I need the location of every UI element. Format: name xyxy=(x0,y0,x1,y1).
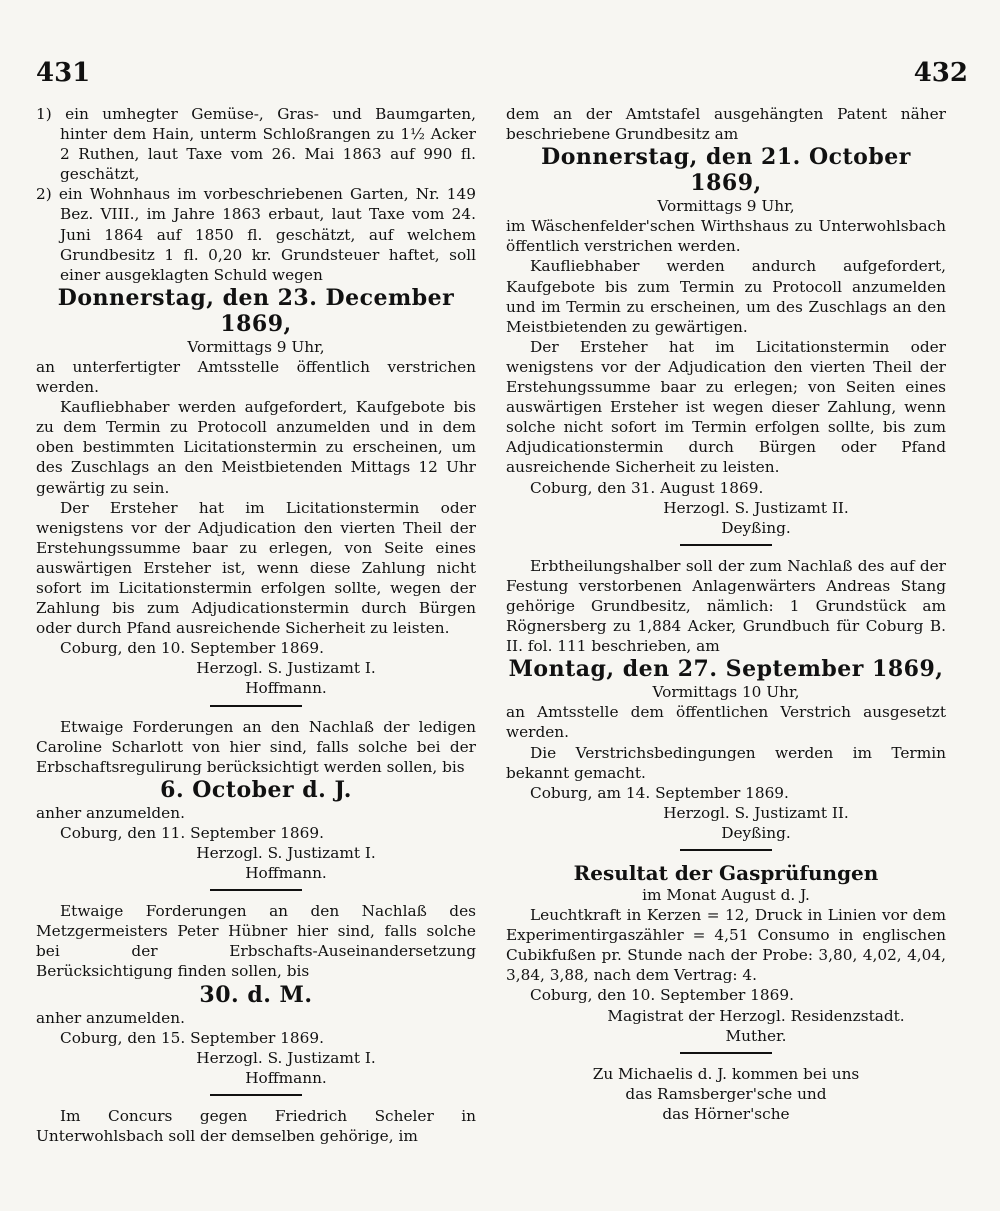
left-paragraph-3: Der Ersteher hat im Licitationstermin oder wenigstens vor der Adjudication den vierten Theil der Erstehungssumme baar zu erlegen, von Seite eines auswärtigen Ersteher ist, wenn diese Zahlung nicht sofort im Licitationstermin erfolgen sollte, wegen der Zahlung bis zum Adjudicationstermin durch Bürgen oder durch Pfand ausreichende Sicherheit zu leisten. xyxy=(36,498,476,638)
left-item-1: 1) ein umhegter Gemüse-, Gras- und Baumgarten, hinter dem Hain, unterm Schloßrangen zu 1½ Acker 2 Ruthen, laut Taxe vom 26. Mai 1863 auf 990 fl. geschätzt, xyxy=(36,105,476,184)
divider xyxy=(680,544,772,546)
right-notice-2-paragraph: an Amtsstelle dem öffentlichen Verstrich ausgesetzt werden. xyxy=(506,703,946,742)
left-notice-3-after: anher anzumelden. xyxy=(36,1008,185,1027)
left-place-date-1: Coburg, den 10. September 1869. xyxy=(60,639,324,658)
left-auction-date: Donnerstag, den 23. December 1869, xyxy=(57,284,455,337)
right-notice-2-paragraph-2: Die Verstrichsbedingungen werden im Termin bekannt gemacht. xyxy=(506,743,946,782)
left-paragraph-2: Kaufliebhaber werden aufgefordert, Kaufgebote bis zu dem Termin zu Protocoll anzumelden und in dem oben bestimmten Licitationstermin zu erscheinen, um des Zuschlags an den Meistbietenden Mittags 12 Uhr gewärtig zu sein. xyxy=(36,398,476,497)
right-notice-3-subtitle: im Monat August d. J. xyxy=(642,886,810,904)
right-notice-3-place: Coburg, den 10. September 1869. xyxy=(530,986,794,1005)
left-office-1: Herzogl. S. Justizamt I. xyxy=(196,659,376,678)
left-notice-3-date: 30. d. M. xyxy=(199,981,313,1008)
left-notice-2-text: Etwaige Forderungen an den Nachlaß der ledigen Caroline Scharlott von hier sind, falls solche bei der Erbschaftsregulirung berücksichtigt werden sollen, bis xyxy=(36,717,476,776)
left-notice-2-date: 6. October d. J. xyxy=(160,776,352,803)
left-notice-4-text: Im Concurs gegen Friedrich Scheler in Unterwohlsbach soll der demselben gehörige, im xyxy=(36,1106,476,1146)
left-notice-2-place: Coburg, den 11. September 1869. xyxy=(60,823,324,842)
right-notice-3-text: Leuchtkraft in Kerzen = 12, Druck in Linien vor dem Experimentirgaszähler = 4,51 Consumo in englischen Cubikfußen pr. Stunde nach der Probe: 3,80, 4,02, 4,04, 3,84, 3,88, nach dem Vertrag: 4. xyxy=(506,906,946,985)
left-notice-2-signature: Hoffmann. xyxy=(245,864,327,883)
divider xyxy=(680,849,772,851)
right-notice-2-time: Vormittags 10 Uhr, xyxy=(652,683,800,702)
right-notice-3-title: Resultat der Gasprüfungen xyxy=(573,861,879,885)
right-notice-4-line-1: Zu Michaelis d. J. kommen bei uns xyxy=(592,1064,860,1083)
left-notice-3-text: Etwaige Forderungen an den Nachlaß des Metzgermeisters Peter Hübner hier sind, falls solche bei der Erbschafts-Auseinandersetzung Berücksichtigung finden sollen, bis xyxy=(36,902,476,981)
left-notice-3-place: Coburg, den 15. September 1869. xyxy=(60,1028,324,1047)
right-notice-4-line-2: das Ramsberger'sche und xyxy=(625,1084,827,1103)
left-item-2: 2) ein Wohnhaus im vorbeschriebenen Garten, Nr. 149 Bez. VIII., im Jahre 1863 erbaut, laut Taxe vom 24. Juni 1864 auf 1850 fl. geschätzt, auf welchem Grundbesitz 1 fl. 0,20 kr. Grundsteuer haftet, soll einer ausgeklagten Schuld wegen xyxy=(36,185,476,284)
right-notice-3-signature: Muther. xyxy=(725,1026,787,1045)
divider xyxy=(210,1094,302,1096)
right-column xyxy=(506,104,946,1124)
right-notice-2-signature: Deyßing. xyxy=(721,823,791,842)
right-paragraph-3: Kaufliebhaber werden andurch aufgefordert, Kaufgebote bis zum Termin zu Protocoll anzumelden und im Termin zu erscheinen, um des Zuschlags an den Meistbietenden zu gewärtigen. xyxy=(506,257,946,336)
right-notice-4-line-3: das Hörner'sche xyxy=(662,1104,790,1123)
right-notice-2-date: Montag, den 27. September 1869, xyxy=(508,656,944,683)
divider xyxy=(210,705,302,707)
right-paragraph-2: im Wäschenfelder'schen Wirthshaus zu Unterwohlsbach öffentlich verstrichen werden. xyxy=(506,217,946,256)
right-office-1: Herzogl. S. Justizamt II. xyxy=(663,498,849,517)
page-number-left: 431 xyxy=(36,58,91,88)
page-number-right: 432 xyxy=(913,58,968,88)
right-notice-2-place: Coburg, am 14. September 1869. xyxy=(530,783,789,802)
left-paragraph-1: an unterfertigter Amtsstelle öffentlich verstrichen werden. xyxy=(36,357,476,397)
left-column xyxy=(36,104,476,1146)
right-paragraph-4: Der Ersteher hat im Licitationstermin oder wenigstens vor der Adjudication den vierten Theil der Erstehungssumme baar zu erlegen; von Seiten eines auswärtigen Ersteher ist wegen dieser Zahlung, wenn solche nicht sofort im Termin erfolgen sollte, bis zum Adjudicationstermin durch Bürgen oder Pfand ausreichende Sicherheit zu leisten. xyxy=(506,337,946,477)
left-notice-2-office: Herzogl. S. Justizamt I. xyxy=(196,844,376,862)
right-signature-1: Deyßing. xyxy=(721,518,791,537)
right-place-date-1: Coburg, den 31. August 1869. xyxy=(530,478,764,497)
divider xyxy=(210,889,302,891)
left-signature-1: Hoffmann. xyxy=(245,679,327,698)
left-notice-3-office: Herzogl. S. Justizamt I. xyxy=(196,1048,376,1067)
right-paragraph-1: dem an der Amtstafel ausgehängten Patent näher beschriebene Grundbesitz am xyxy=(506,105,946,144)
right-auction-time: Vormittags 9 Uhr, xyxy=(657,197,795,216)
right-notice-2-office: Herzogl. S. Justizamt II. xyxy=(663,803,849,822)
right-notice-2-text: Erbtheilungshalber soll der zum Nachlaß des auf der Festung verstorbenen Anlagenwärters Andreas Stang gehörige Grundbesitz, nämlich: 1 Grundstück am Rögnersberg zu 1,884 Acker, Grundbuch für Coburg B. II. fol. 111 beschrieben, am xyxy=(506,556,946,656)
divider xyxy=(680,1052,772,1054)
left-auction-time: Vormittags 9 Uhr, xyxy=(187,337,325,356)
right-notice-3-office: Magistrat der Herzogl. Residenzstadt. xyxy=(607,1006,905,1025)
left-notice-3-signature: Hoffmann. xyxy=(245,1068,327,1087)
right-auction-date: Donnerstag, den 21. October 1869, xyxy=(541,144,911,197)
left-notice-2-after: anher anzumelden. xyxy=(36,803,185,822)
